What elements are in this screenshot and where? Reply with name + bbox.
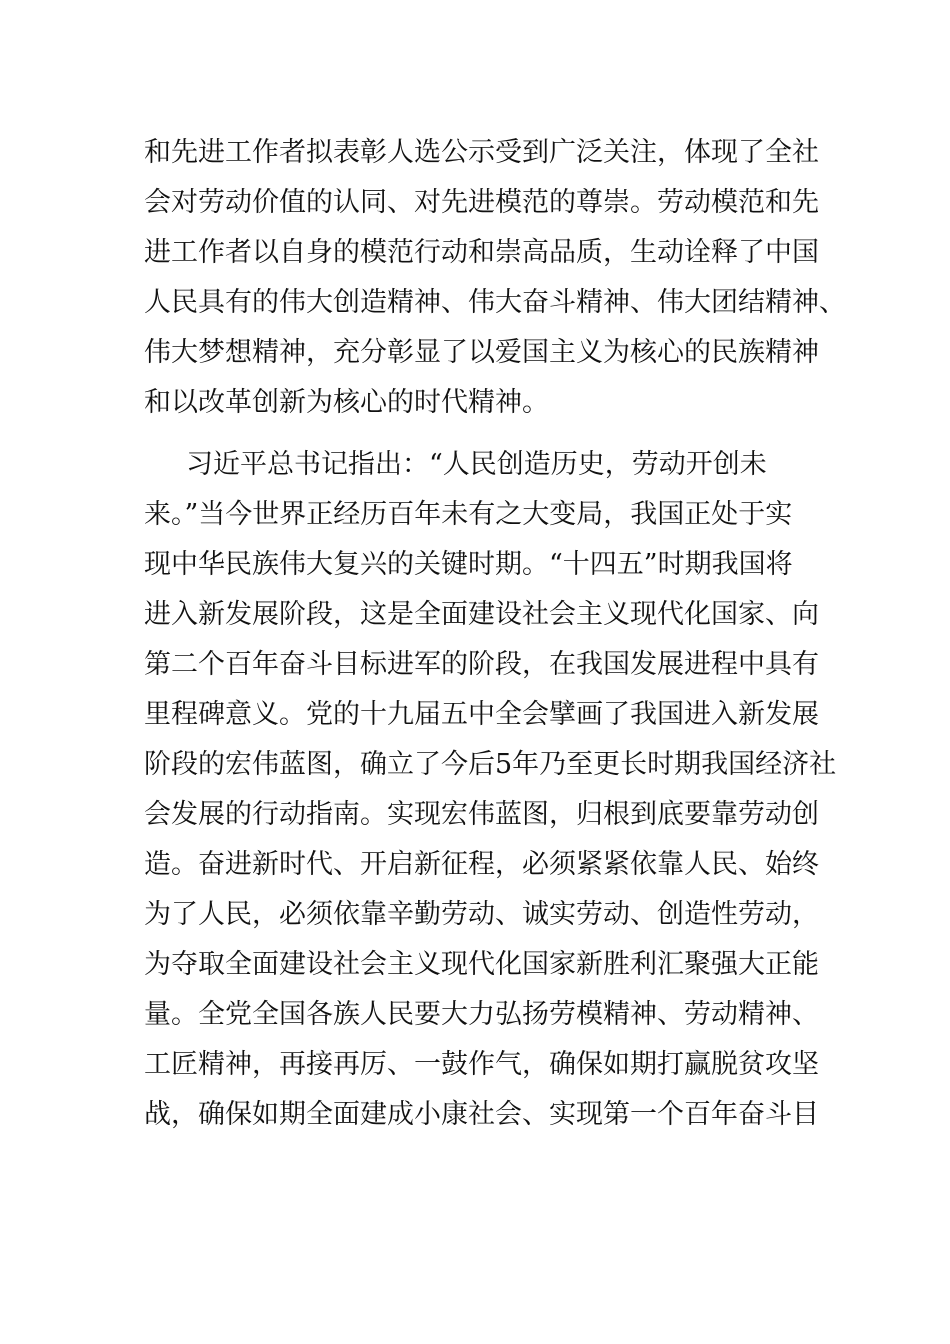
text-line: 造。奋进新时代、开启新征程，必须紧紧依靠人民、始终 <box>144 849 819 880</box>
text-line: 里程碑意义。党的十九届五中全会擘画了我国进入新发展 <box>144 699 819 730</box>
text-line: 来。”当今世界正经历百年未有之大变局，我国正处于实 <box>144 499 793 530</box>
text-line: 伟大梦想精神，充分彰显了以爱国主义为核心的民族精神 <box>144 337 819 368</box>
text-line: 习近平总书记指出：“人民创造历史，劳动开创未 <box>186 449 767 480</box>
text-line: 工匠精神，再接再厉、一鼓作气，确保如期打赢脱贫攻坚 <box>144 1049 819 1080</box>
text-line: 为夺取全面建设社会主义现代化国家新胜利汇聚强大正能 <box>144 949 819 980</box>
text-line: 为了人民，必须依靠辛勤劳动、诚实劳动、创造性劳动， <box>144 899 819 930</box>
paragraph-1 <box>144 128 846 428</box>
text-line: 现中华民族伟大复兴的关键时期。“十四五”时期我国将 <box>144 549 793 580</box>
text-line: 人民具有的伟大创造精神、伟大奋斗精神、伟大团结精神、 <box>144 287 846 318</box>
text-line: 会对劳动价值的认同、对先进模范的尊崇。劳动模范和先 <box>144 187 819 218</box>
paragraph-2 <box>144 440 837 1140</box>
text-line: 进入新发展阶段，这是全面建设社会主义现代化国家、向 <box>144 599 819 630</box>
text-line: 阶段的宏伟蓝图，确立了今后5年乃至更长时期我国经济社 <box>144 749 837 780</box>
text-line: 进工作者以自身的模范行动和崇高品质，生动诠释了中国 <box>144 237 819 268</box>
text-line: 会发展的行动指南。实现宏伟蓝图，归根到底要靠劳动创 <box>144 799 819 830</box>
text-line: 和以改革创新为核心的时代精神。 <box>144 387 549 418</box>
text-line: 和先进工作者拟表彰人选公示受到广泛关注，体现了全社 <box>144 137 819 168</box>
text-line: 量。全党全国各族人民要大力弘扬劳模精神、劳动精神、 <box>144 999 819 1030</box>
text-line: 战，确保如期全面建成小康社会、实现第一个百年奋斗目 <box>144 1099 819 1130</box>
text-line: 第二个百年奋斗目标进军的阶段，在我国发展进程中具有 <box>144 649 819 680</box>
